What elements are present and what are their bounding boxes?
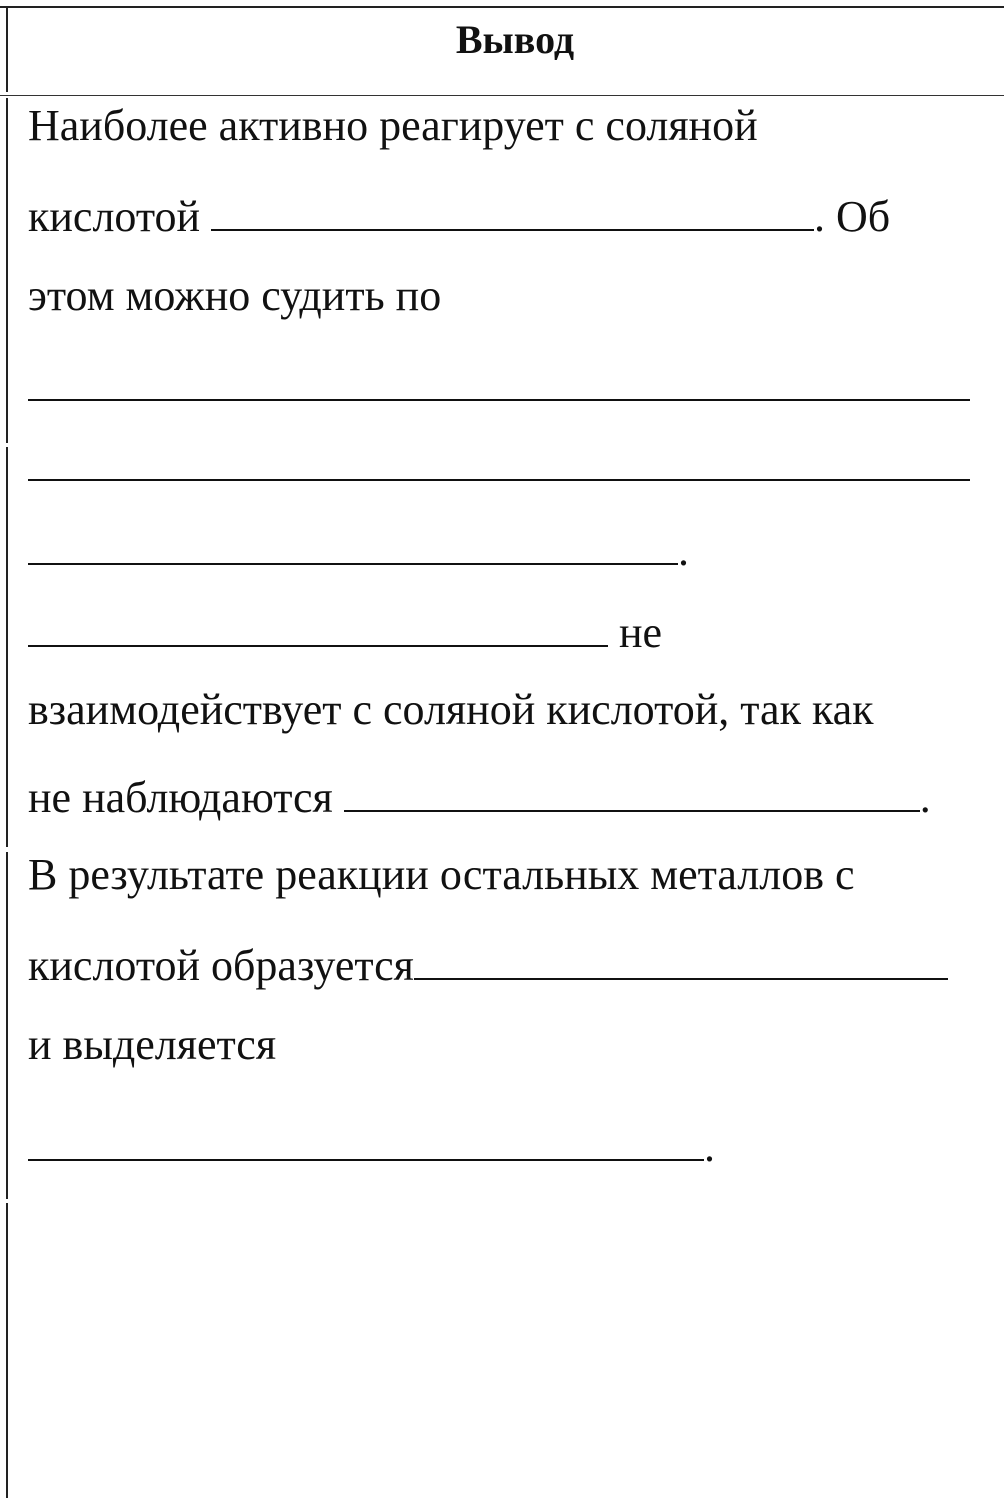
table-left-border xyxy=(6,447,8,847)
text-line xyxy=(28,764,931,826)
text-line xyxy=(28,1113,715,1175)
text: . xyxy=(678,526,689,575)
answer-blank[interactable] xyxy=(211,183,814,231)
text-line xyxy=(28,682,874,738)
text: кислотой xyxy=(28,192,201,241)
text: Наиболее активно реагирует с соляной xyxy=(28,101,758,150)
text: и выделяется xyxy=(28,1020,277,1069)
section-title: Вывод xyxy=(455,17,575,62)
text-line xyxy=(28,98,758,154)
text: не xyxy=(619,608,663,657)
text-line xyxy=(28,599,662,661)
text-line xyxy=(28,847,855,903)
text: не наблюдаются xyxy=(28,773,333,822)
answer-blank[interactable] xyxy=(28,353,970,401)
text: . xyxy=(919,773,931,822)
text-line xyxy=(28,932,948,994)
text: кислотой образуется xyxy=(28,941,414,990)
answer-blank[interactable] xyxy=(28,517,678,565)
text-line xyxy=(28,517,689,579)
table-left-border xyxy=(6,852,8,1199)
text-line xyxy=(28,1017,276,1073)
text: . Об xyxy=(814,192,891,241)
answer-blank[interactable] xyxy=(28,1113,704,1161)
text-line xyxy=(28,183,890,245)
text: взаимодействует с соляной кислотой, так как xyxy=(28,685,874,734)
table-left-border xyxy=(6,1203,8,1498)
answer-blank[interactable] xyxy=(28,433,970,481)
table-header-divider xyxy=(0,95,1004,96)
text-line xyxy=(28,433,970,495)
text-line xyxy=(28,353,970,415)
text: В результате реакции остальных металлов с xyxy=(28,850,855,899)
table-top-border xyxy=(0,6,1004,8)
answer-blank[interactable] xyxy=(344,764,920,812)
answer-blank[interactable] xyxy=(414,932,948,980)
text: этом можно судить по xyxy=(28,271,442,320)
text: . xyxy=(704,1122,715,1171)
table-left-border xyxy=(6,98,8,443)
text-line xyxy=(28,268,441,324)
answer-blank[interactable] xyxy=(28,599,608,647)
